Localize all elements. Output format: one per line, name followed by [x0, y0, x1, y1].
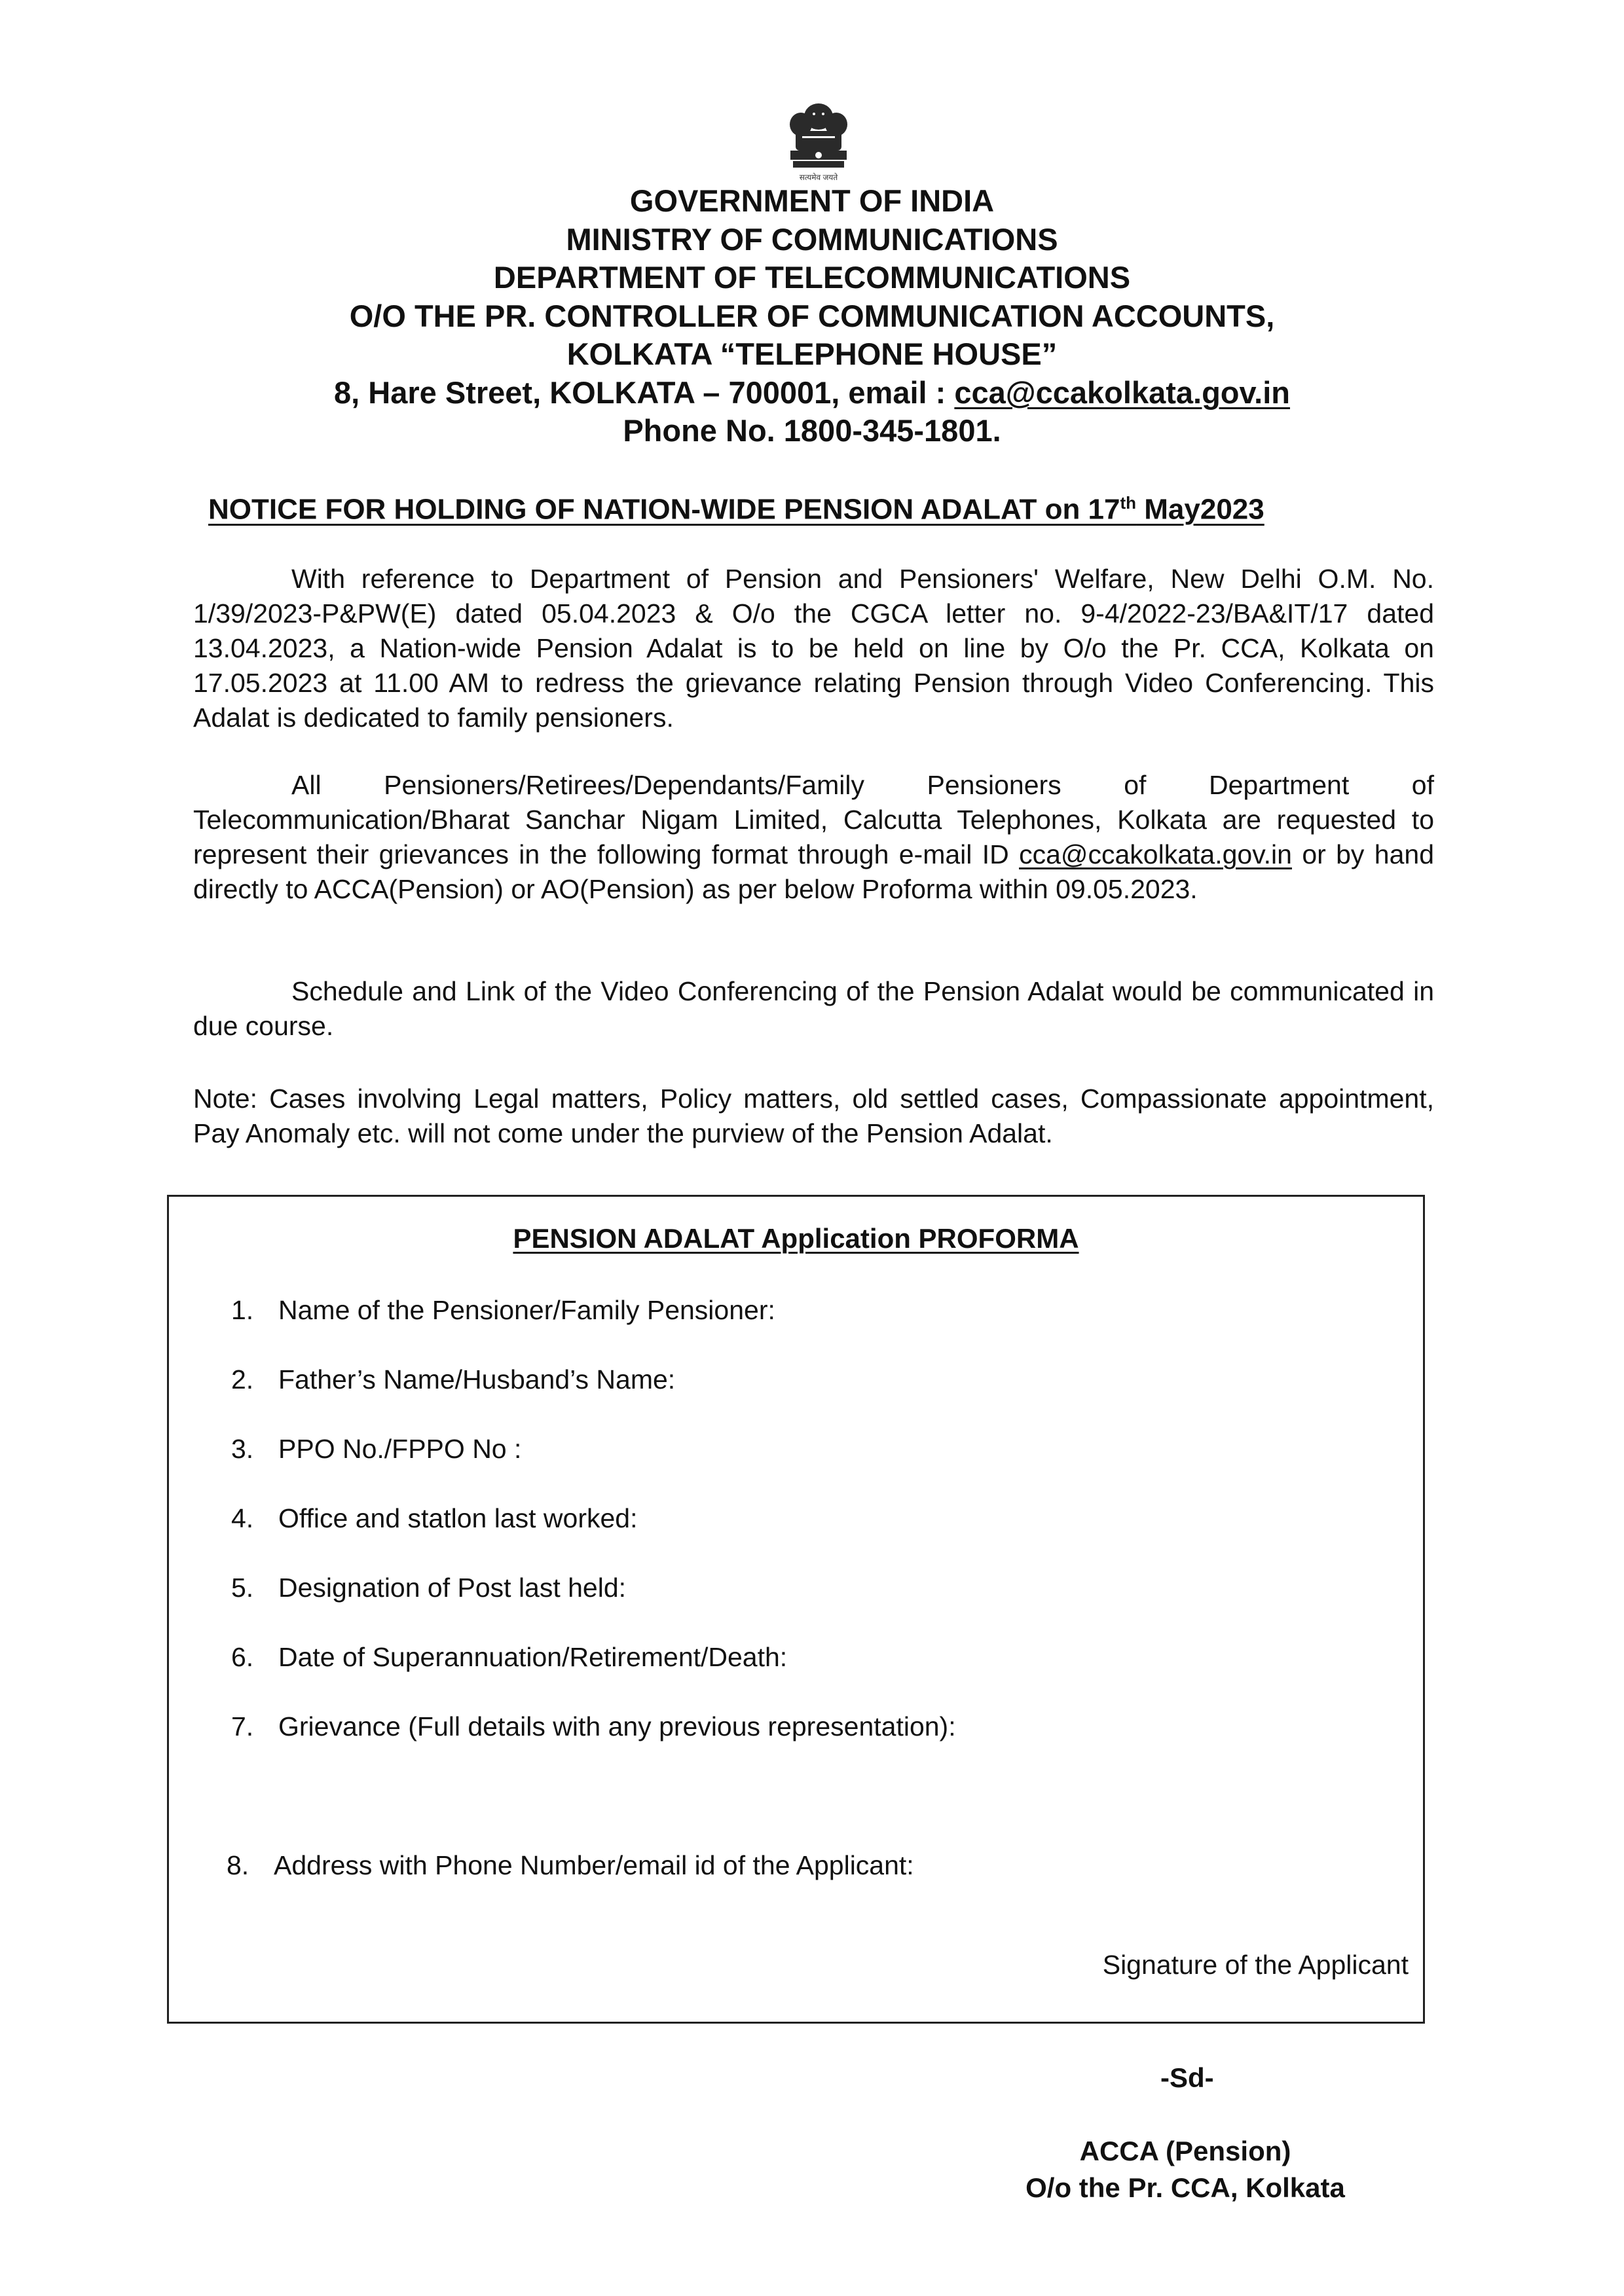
item-label: PPO No./FPPO No : [278, 1434, 522, 1464]
item-label: Grievance (Full details with any previous representation): [278, 1711, 956, 1741]
notice-title-sup: th [1120, 493, 1137, 513]
notice-title-text: NOTICE FOR HOLDING OF NATION-WIDE PENSION ADALAT on 17 [208, 493, 1120, 526]
address-text: 8, Hare Street, KOLKATA – 700001, email : [334, 374, 955, 410]
item-number: 7. [231, 1711, 254, 1741]
item-number: 4. [231, 1503, 254, 1533]
proforma-item [231, 1573, 626, 1603]
paragraph-reference [193, 562, 1434, 735]
proforma-item [231, 1711, 956, 1742]
item-label: Address with Phone Number/email id of the Applicant: [274, 1850, 914, 1880]
signatory-office: O/o the Pr. CCA, Kolkata [1025, 2172, 1345, 2203]
item-number: 6. [231, 1642, 254, 1672]
item-number: 5. [231, 1573, 254, 1603]
signatory-designation: ACCA (Pension) [1079, 2136, 1291, 2166]
item-label: Father’s Name/Husband’s Name: [278, 1364, 676, 1394]
header-email-link[interactable]: cca@ccakolkata.gov.in [954, 374, 1290, 410]
signatory-block [1002, 2133, 1369, 2206]
paragraph-schedule [193, 974, 1434, 1044]
paragraph-request-text-b: or by hand directly to ACCA(Pension) or AO(Pension) as per below Proforma within 09.05.2023. [193, 839, 1434, 904]
item-label: Date of Superannuation/Retirement/Death: [278, 1642, 788, 1672]
paragraph-reference-text: With reference to Department of Pension and Pensioners' Welfare, New Delhi O.M. No. 1/39/2023-P&PW(E) dated 05.04.2023 & O/o the CGCA letter no. 9-4/2022-23/BA&IT/17 dated 13.04.2023, a Nation-wide Pension Adalat is to be held on line by O/o the Pr. CCA, Kolkata on 17.05.2023 at 11.00 AM to redress the grievance relating Pension through Video Conferencing. This Adalat is dedicated to family pensioners. [193, 564, 1434, 733]
item-number: 3. [231, 1434, 254, 1464]
proforma-item [227, 1850, 914, 1881]
item-number: 8. [227, 1850, 249, 1880]
header-line-house: KOLKATA “TELEPHONE HOUSE” [566, 337, 1058, 371]
header-line-office: O/O THE PR. CONTROLLER OF COMMUNICATION ACCOUNTS, [349, 298, 1275, 333]
proforma-title: PENSION ADALAT Application PROFORMA [513, 1223, 1079, 1254]
item-number: 2. [231, 1364, 254, 1394]
proforma-item [231, 1434, 521, 1465]
header-address [0, 374, 1624, 412]
paragraph-request-text-a: All Pensioners/Retirees/Dependants/Family Pensioners of Department of Telecommunication/Bharat Sanchar Nigam Limited, Calcutta Telephones, Kolkata are requested to represent their grievances in the following format through e-mail ID [193, 770, 1434, 869]
paragraph-email-link[interactable]: cca@ccakolkata.gov.in [1019, 839, 1292, 869]
notice-title [208, 483, 1426, 530]
proforma-item [231, 1642, 787, 1673]
header-phone: Phone No. 1800-345-1801. [623, 413, 1001, 448]
letterhead [0, 182, 1624, 450]
paragraph-schedule-text: Schedule and Link of the Video Conferencing of the Pension Adalat would be communicated in due course. [193, 976, 1434, 1041]
header-line-ministry: MINISTRY OF COMMUNICATIONS [566, 221, 1058, 257]
proforma-box [167, 1195, 1425, 2024]
notice-title-suffix: May2023 [1136, 493, 1264, 526]
item-label: Name of the Pensioner/Family Pensioner: [278, 1295, 775, 1325]
proforma-item [231, 1364, 675, 1395]
proforma-item [231, 1503, 637, 1534]
signed-mark: -Sd- [1160, 2062, 1214, 2093]
proforma-item [231, 1295, 775, 1326]
signature-label: Signature of the Applicant [1102, 1950, 1409, 1980]
emblem-motto: सत्यमेव जयते [799, 173, 838, 182]
item-number: 1. [231, 1295, 254, 1325]
paragraph-note: Note: Cases involving Legal matters, Policy matters, old settled cases, Compassionate appointment, Pay Anomaly etc. will not come under the purview of the Pension Adalat. [193, 1084, 1434, 1148]
header-line-government: GOVERNMENT OF INDIA [629, 183, 995, 218]
item-label: Designation of Post last held: [278, 1573, 627, 1603]
item-label: Office and statlon last worked: [278, 1503, 638, 1533]
paragraph-request [193, 768, 1434, 907]
header-line-department: DEPARTMENT OF TELECOMMUNICATIONS [493, 260, 1131, 295]
